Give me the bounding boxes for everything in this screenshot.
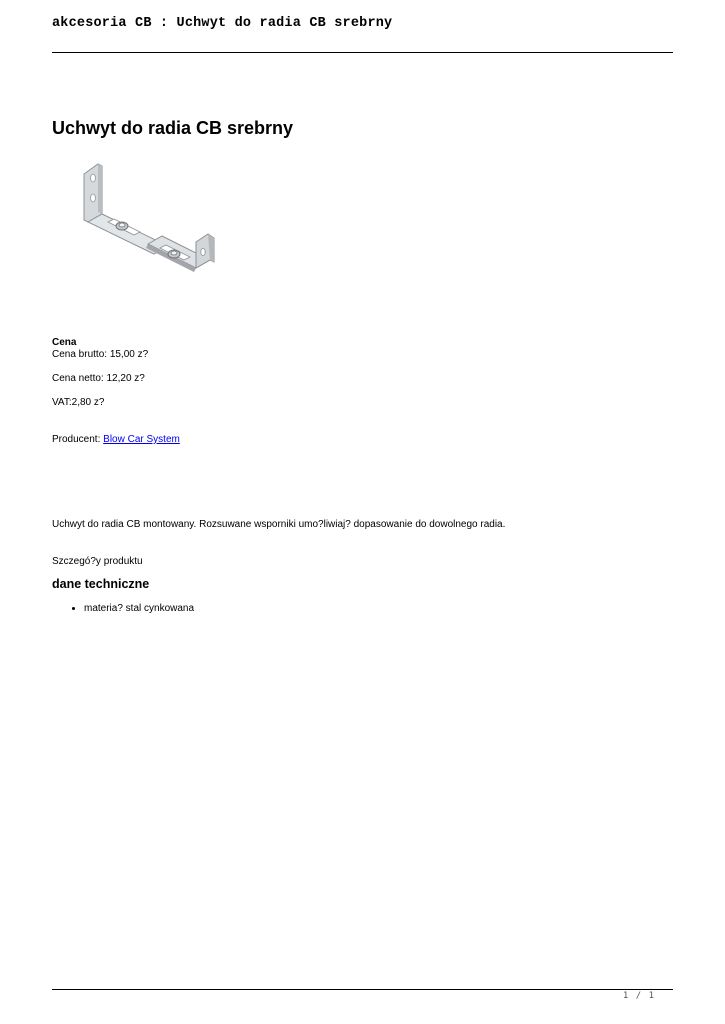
tech-specs-heading: dane techniczne xyxy=(52,577,150,591)
document-header-title: akcesoria CB : Uchwyt do radia CB srebrny xyxy=(52,16,393,31)
product-title: Uchwyt do radia CB srebrny xyxy=(52,118,294,138)
price-vat: VAT:2,80 z? xyxy=(52,397,105,408)
price-gross: Cena brutto: 15,00 z? xyxy=(52,349,149,360)
price-net: Cena netto: 12,20 z? xyxy=(52,373,145,384)
product-image xyxy=(78,156,220,296)
header-divider xyxy=(52,52,673,53)
footer-divider xyxy=(52,989,673,990)
producer-label: Producent: xyxy=(52,434,104,445)
price-heading: Cena xyxy=(52,337,77,348)
tech-specs-list xyxy=(72,603,194,615)
price-section xyxy=(52,337,148,409)
list-item: • materia? stal cynkowana xyxy=(84,603,194,615)
product-description: Uchwyt do radia CB montowany. Rozsuwane wsporniki umo?liwiaj? dopasowanie do dowolnego radia. xyxy=(52,519,506,530)
producer-line xyxy=(52,434,180,446)
product-details-label: Szczegó?y produktu xyxy=(52,556,143,567)
page-number: 1 / 1 xyxy=(622,991,655,1001)
producer-link[interactable]: Blow Car System xyxy=(103,434,180,445)
